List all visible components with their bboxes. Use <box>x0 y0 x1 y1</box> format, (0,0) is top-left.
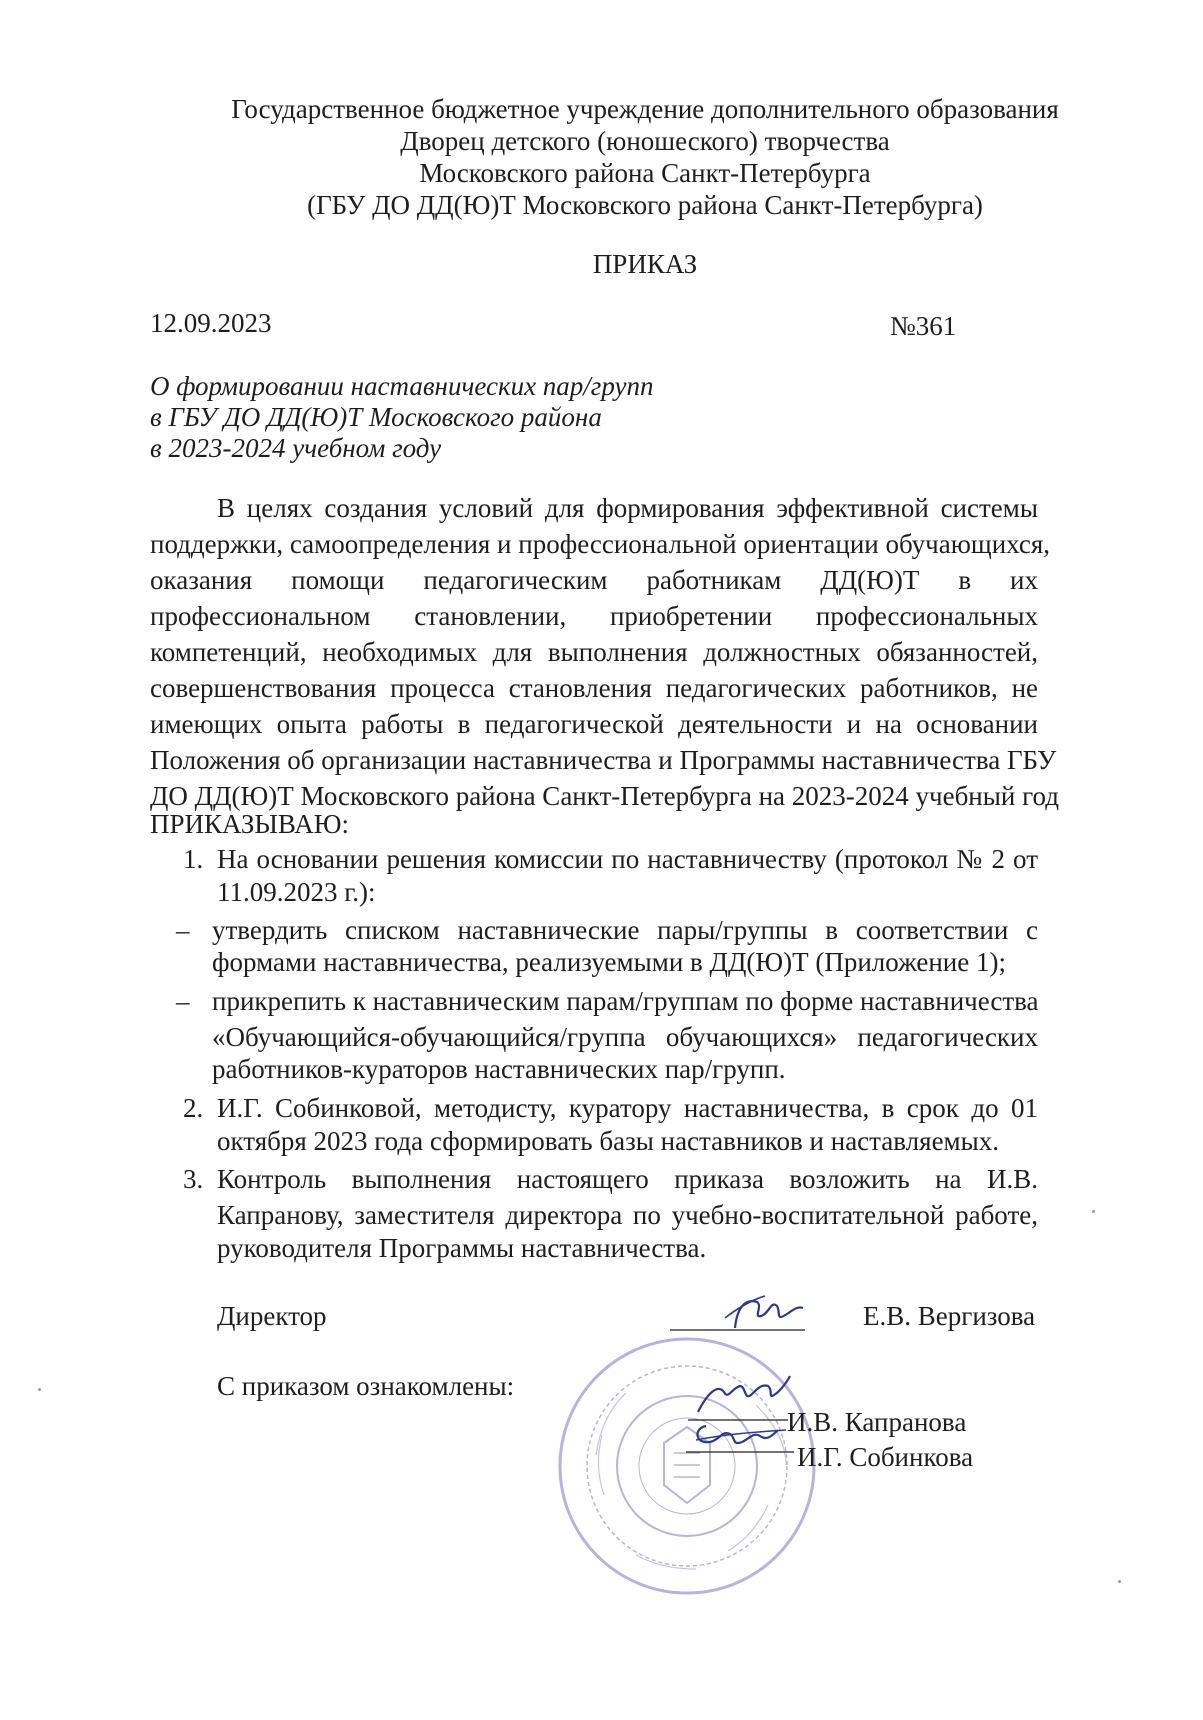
dash-2-text: «Обучающийся-обучающийся/группа обучающихся» педагогических <box>212 1022 1038 1052</box>
preamble-line: совершенствования процесса становления педагогических работников, не <box>150 673 1038 703</box>
item-2-marker: 2. <box>183 1093 204 1123</box>
scan-speck <box>38 1388 41 1391</box>
org-name-line-1: Государственное бюджетное учреждение дополнительного образования <box>231 94 1059 124</box>
preamble-line: профессиональном становлении, приобретении профессиональных <box>150 601 1038 631</box>
item-3-marker: 3. <box>183 1164 204 1194</box>
order-directive: ПРИКАЗЫВАЮ: <box>150 809 349 839</box>
preamble-line: имеющих опыта работы в педагогической деятельности и на основании <box>150 709 1038 739</box>
signatory-name: Е.В. Вергизова <box>863 1301 1036 1331</box>
preamble-line: оказания помощи педагогическим работникам ДД(Ю)Т в их <box>150 565 1038 595</box>
org-name-short: (ГБУ ДО ДД(Ю)Т Московского района Санкт-Петербурга) <box>307 190 983 220</box>
org-name-line-3: Московского района Санкт-Петербурга <box>419 158 871 188</box>
director-signature <box>665 1288 810 1336</box>
doc-type-title: ПРИКАЗ <box>592 249 698 279</box>
acquainted-name-2: И.Г. Собинкова <box>797 1442 974 1472</box>
item-3-text: Контроль выполнения настоящего приказа возложить на И.В. <box>217 1164 1038 1194</box>
preamble-line: поддержки, самоопределения и профессиональной ориентации обучающихся, <box>150 529 1051 559</box>
order-date: 12.09.2023 <box>150 308 272 338</box>
scan-speck <box>1118 1580 1121 1583</box>
dash-marker: – <box>176 986 190 1016</box>
order-number: №361 <box>890 311 957 341</box>
org-name-line-2: Дворец детского (юношеского) творчества <box>400 126 890 156</box>
scan-speck <box>1092 1210 1095 1213</box>
item-2-text: октября 2023 года сформировать базы наставников и наставляемых. <box>217 1126 1000 1156</box>
dash-2-text: прикрепить к наставническим парам/группам по форме наставничества <box>212 986 1039 1016</box>
item-3-text: руководителя Программы наставничества. <box>217 1233 707 1263</box>
preamble-line: ДО ДД(Ю)Т Московского района Санкт-Петербурга на 2023-2024 учебный год <box>150 781 1059 811</box>
subject-line-1: О формировании наставнических пар/групп <box>150 371 654 401</box>
acquainted-label: С приказом ознакомлены: <box>217 1371 515 1401</box>
item-2-text: И.Г. Собинковой, методисту, куратору наставничества, в срок до 01 <box>217 1093 1038 1123</box>
acquainted-name-1: И.В. Капранова <box>787 1407 967 1437</box>
item-1-marker: 1. <box>183 844 204 874</box>
sobinkova-signature <box>686 1416 796 1458</box>
signatory-position: Директор <box>217 1301 327 1331</box>
item-1-text: 11.09.2023 г.): <box>217 877 376 907</box>
dash-marker: – <box>176 915 190 945</box>
item-1-text: На основании решения комиссии по наставничеству (протокол № 2 от <box>217 844 1038 874</box>
dash-2-text: работников-кураторов наставнических пар/групп. <box>212 1054 786 1084</box>
item-3-text: Капранову, заместителя директора по учебно-воспитательной работе, <box>217 1200 1038 1230</box>
preamble-line: компетенций, необходимых для выполнения должностных обязанностей, <box>150 637 1038 667</box>
subject-line-3: в 2023-2024 учебном году <box>150 433 442 463</box>
preamble-line: В целях создания условий для формирования эффективной системы <box>217 493 1038 523</box>
preamble-line: Положения об организации наставничества и Программы наставничества ГБУ <box>150 745 1057 775</box>
dash-1-text: утвердить списком наставнические пары/группы в соответствии с <box>212 915 1038 945</box>
subject-line-2: в ГБУ ДО ДД(Ю)Т Московского района <box>150 402 602 432</box>
dash-1-text: формами наставничества, реализуемыми в ДД(Ю)Т (Приложение 1); <box>212 947 1006 977</box>
